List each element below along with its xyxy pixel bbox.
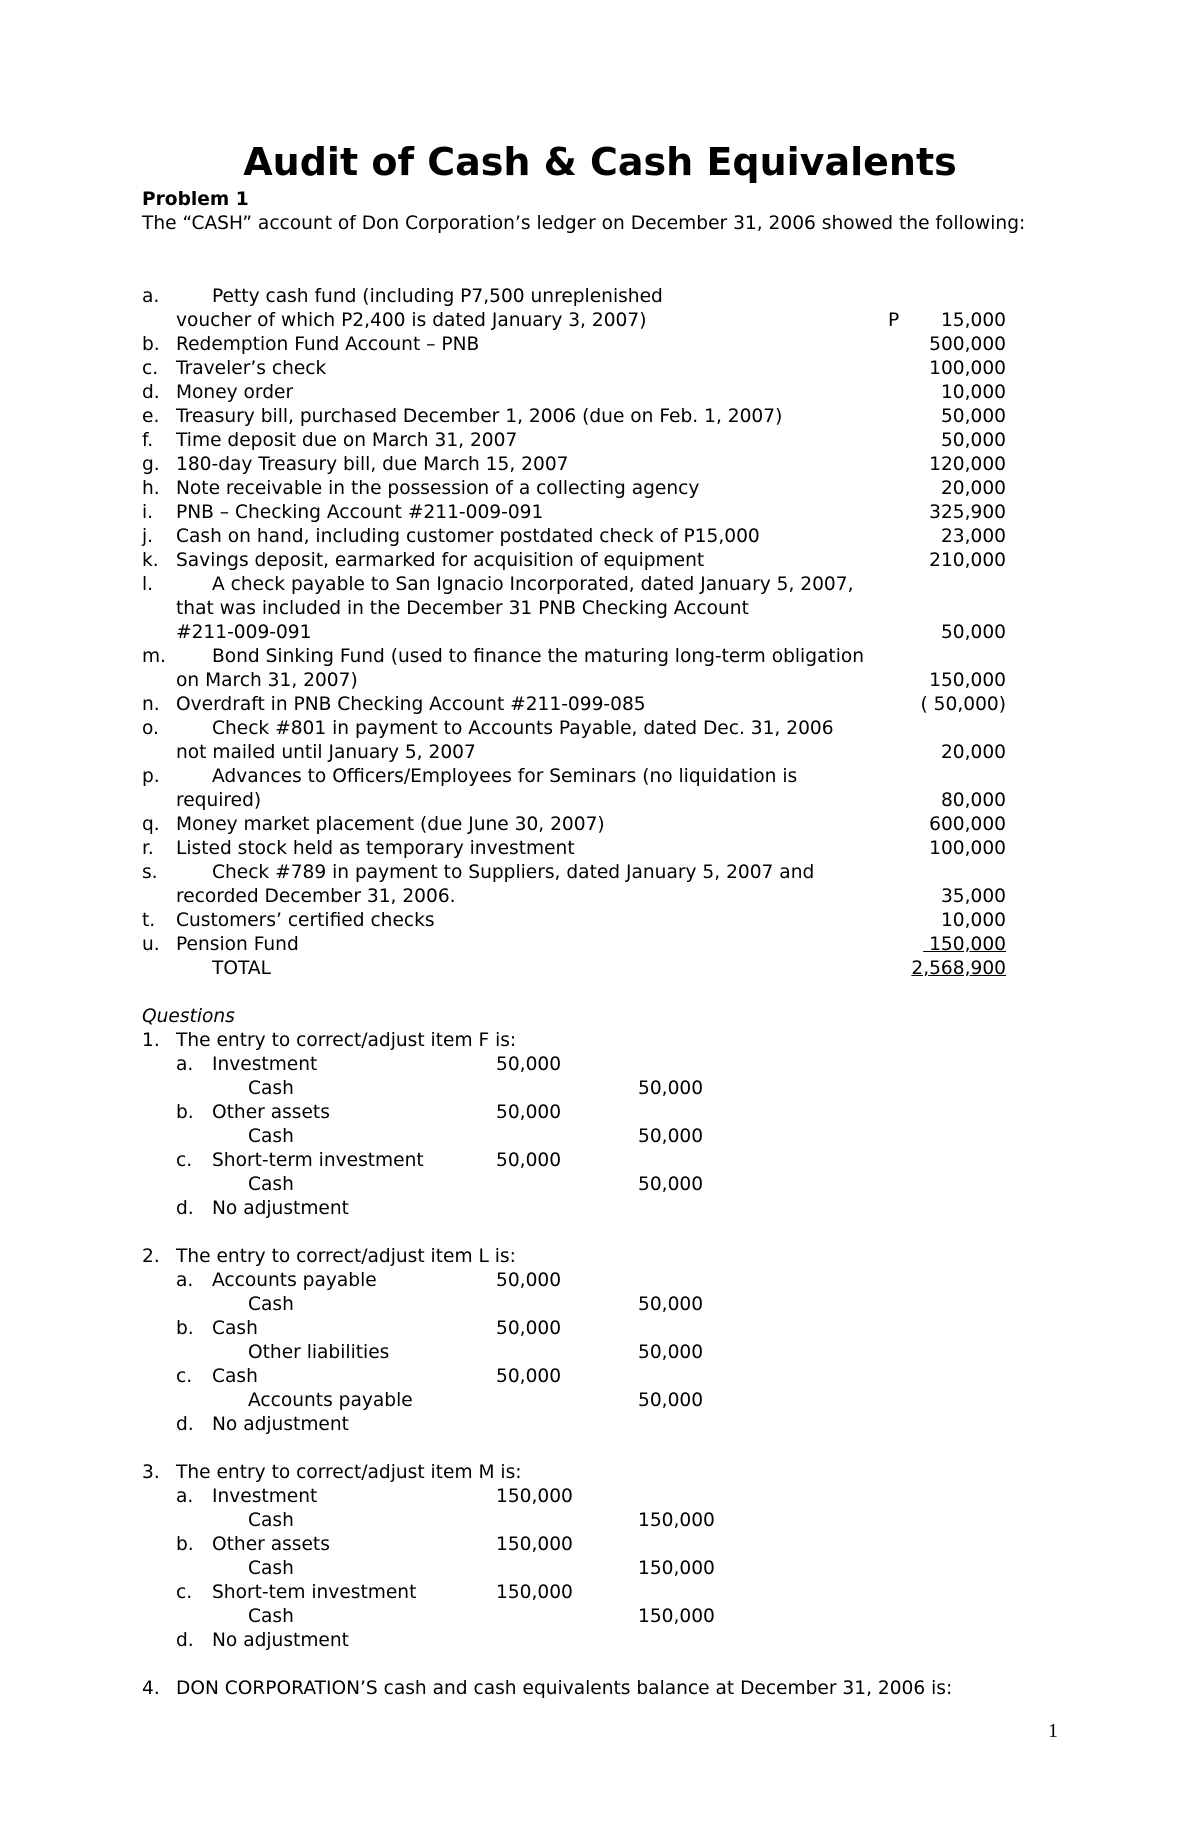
choice-credit-account: Cash: [248, 1294, 294, 1315]
item-description: Advances to Officers/Employees for Seminars (no liquidation is: [212, 766, 798, 787]
item-amount: 50,000: [940, 622, 1006, 643]
item-description: Savings deposit, earmarked for acquisition of equipment: [176, 550, 705, 571]
item-description: 180-day Treasury bill, due March 15, 2007: [176, 454, 569, 475]
item-description: Overdraft in PNB Checking Account #211-099-085: [176, 694, 646, 715]
item-letter: n.: [142, 694, 160, 715]
item-description: Traveler’s check: [176, 358, 327, 379]
item-letter: b.: [142, 334, 160, 355]
item-description: Note receivable in the possession of a collecting agency: [176, 478, 700, 499]
choice-letter: b.: [176, 1318, 194, 1339]
choice-debit-account: Investment: [212, 1054, 318, 1075]
item-amount: 100,000: [929, 358, 1006, 379]
item-amount: 10,000: [940, 910, 1006, 931]
item-letter: c.: [142, 358, 159, 379]
item-letter: e.: [142, 406, 160, 427]
item-description: Money market placement (due June 30, 2007): [176, 814, 605, 835]
choice-debit-account: Cash: [212, 1366, 258, 1387]
choice-credit-amount: 50,000: [638, 1294, 704, 1315]
item-description: Listed stock held as temporary investment: [176, 838, 575, 859]
item-amount: 20,000: [940, 742, 1006, 763]
choice-credit-amount: 50,000: [638, 1390, 704, 1411]
item-amount: 120,000: [929, 454, 1006, 475]
item-letter: g.: [142, 454, 160, 475]
item-amount: 20,000: [940, 478, 1006, 499]
item-letter: a.: [142, 286, 160, 307]
question-number: 2.: [142, 1246, 160, 1267]
item-amount: 50,000: [940, 406, 1006, 427]
item-description: Check #789 in payment to Suppliers, dated January 5, 2007 and: [212, 862, 815, 883]
item-amount: 325,900: [929, 502, 1006, 523]
item-description: not mailed until January 5, 2007: [176, 742, 476, 763]
choice-credit-account: Cash: [248, 1126, 294, 1147]
item-description: Customers’ certified checks: [176, 910, 435, 931]
choice-debit-account: Short-term investment: [212, 1150, 424, 1171]
item-letter: r.: [142, 838, 154, 859]
choice-debit-account: Accounts payable: [212, 1270, 377, 1291]
question-text: The entry to correct/adjust item F is:: [176, 1030, 517, 1051]
choice-debit-amount: 50,000: [496, 1054, 562, 1075]
question-text: DON CORPORATION’S cash and cash equivalents balance at December 31, 2006 is:: [176, 1678, 953, 1699]
choice-credit-amount: 50,000: [638, 1078, 704, 1099]
choice-debit-account: Other assets: [212, 1534, 330, 1555]
item-description: that was included in the December 31 PNB Checking Account: [176, 598, 749, 619]
item-description: Bond Sinking Fund (used to finance the maturing long-term obligation: [212, 646, 865, 667]
item-amount: 600,000: [929, 814, 1006, 835]
item-description: required): [176, 790, 262, 811]
item-description: recorded December 31, 2006.: [176, 886, 456, 907]
item-letter: h.: [142, 478, 160, 499]
choice-debit-account: Short-tem investment: [212, 1582, 417, 1603]
item-letter: k.: [142, 550, 159, 571]
question-text: The entry to correct/adjust item L is:: [176, 1246, 516, 1267]
choice-debit-amount: 150,000: [496, 1534, 573, 1555]
choice-letter: d.: [176, 1630, 194, 1651]
item-letter: s.: [142, 862, 158, 883]
choice-letter: a.: [176, 1054, 194, 1075]
item-amount: 80,000: [940, 790, 1006, 811]
choice-debit-amount: 150,000: [496, 1486, 573, 1507]
choice-debit-account: No adjustment: [212, 1414, 349, 1435]
item-letter: f.: [142, 430, 154, 451]
choice-debit-amount: 50,000: [496, 1318, 562, 1339]
item-amount: 35,000: [940, 886, 1006, 907]
item-amount: 15,000: [940, 310, 1006, 331]
item-amount: 23,000: [940, 526, 1006, 547]
item-letter: u.: [142, 934, 160, 955]
problem-heading: Problem 1: [142, 189, 249, 210]
choice-debit-amount: 50,000: [496, 1150, 562, 1171]
item-amount: 10,000: [940, 382, 1006, 403]
choice-letter: b.: [176, 1102, 194, 1123]
item-letter: t.: [142, 910, 156, 931]
page-number: 1: [1048, 1720, 1058, 1742]
choice-debit-account: No adjustment: [212, 1630, 349, 1651]
choice-letter: a.: [176, 1270, 194, 1291]
choice-debit-account: Investment: [212, 1486, 318, 1507]
item-amount: 500,000: [929, 334, 1006, 355]
item-letter: q.: [142, 814, 160, 835]
choice-letter: d.: [176, 1198, 194, 1219]
question-number: 4.: [142, 1678, 160, 1699]
choice-letter: b.: [176, 1534, 194, 1555]
choice-credit-account: Cash: [248, 1078, 294, 1099]
item-amount: 50,000: [940, 430, 1006, 451]
choice-debit-account: Cash: [212, 1318, 258, 1339]
item-amount: 100,000: [929, 838, 1006, 859]
item-description: Treasury bill, purchased December 1, 2006 (due on Feb. 1, 2007): [176, 406, 783, 427]
item-letter: d.: [142, 382, 160, 403]
choice-credit-account: Cash: [248, 1558, 294, 1579]
choice-debit-amount: 150,000: [496, 1582, 573, 1603]
choice-debit-amount: 50,000: [496, 1366, 562, 1387]
item-letter: p.: [142, 766, 160, 787]
item-description: Check #801 in payment to Accounts Payable, dated Dec. 31, 2006: [212, 718, 834, 739]
item-amount: 150,000: [929, 670, 1006, 691]
item-letter: l.: [142, 574, 154, 595]
item-description: Redemption Fund Account – PNB: [176, 334, 480, 355]
item-description: Petty cash fund (including P7,500 unreplenished: [212, 286, 663, 307]
question-text: The entry to correct/adjust item M is:: [176, 1462, 522, 1483]
item-description: voucher of which P2,400 is dated January 3, 2007): [176, 310, 647, 331]
item-description: A check payable to San Ignacio Incorporated, dated January 5, 2007,: [212, 574, 854, 595]
choice-credit-amount: 50,000: [638, 1342, 704, 1363]
item-letter: m.: [142, 646, 167, 667]
choice-debit-account: No adjustment: [212, 1198, 349, 1219]
choice-letter: c.: [176, 1150, 193, 1171]
item-description: Money order: [176, 382, 294, 403]
item-amount: ( 50,000): [920, 694, 1006, 715]
item-description: Cash on hand, including customer postdated check of P15,000: [176, 526, 760, 547]
choice-credit-account: Cash: [248, 1510, 294, 1531]
item-description: Time deposit due on March 31, 2007: [176, 430, 518, 451]
item-letter: o.: [142, 718, 159, 739]
choice-credit-amount: 150,000: [638, 1606, 715, 1627]
currency-symbol: P: [888, 310, 900, 331]
item-description: on March 31, 2007): [176, 670, 358, 691]
choice-letter: a.: [176, 1486, 194, 1507]
choice-credit-account: Cash: [248, 1606, 294, 1627]
item-letter: j.: [142, 526, 154, 547]
question-number: 3.: [142, 1462, 160, 1483]
choice-credit-account: Other liabilities: [248, 1342, 390, 1363]
choice-debit-amount: 50,000: [496, 1102, 562, 1123]
question-number: 1.: [142, 1030, 160, 1051]
choice-credit-amount: 50,000: [638, 1174, 704, 1195]
item-letter: i.: [142, 502, 154, 523]
intro-paragraph: The “CASH” account of Don Corporation’s ledger on December 31, 2006 showed the following:: [142, 213, 1026, 234]
choice-credit-account: Cash: [248, 1174, 294, 1195]
choice-credit-amount: 50,000: [638, 1126, 704, 1147]
page-title: Audit of Cash & Cash Equivalents: [243, 140, 957, 184]
choice-credit-account: Accounts payable: [248, 1390, 413, 1411]
item-amount: 150,000: [923, 934, 1006, 955]
choice-letter: c.: [176, 1582, 193, 1603]
item-description: PNB – Checking Account #211-009-091: [176, 502, 544, 523]
choice-debit-amount: 50,000: [496, 1270, 562, 1291]
choice-debit-account: Other assets: [212, 1102, 330, 1123]
item-amount: 210,000: [929, 550, 1006, 571]
item-description: #211-009-091: [176, 622, 312, 643]
item-description: Pension Fund: [176, 934, 299, 955]
questions-heading: Questions: [142, 1006, 235, 1027]
total-label: TOTAL: [212, 958, 271, 979]
total-amount: 2,568,900: [911, 958, 1006, 979]
choice-letter: c.: [176, 1366, 193, 1387]
choice-credit-amount: 150,000: [638, 1558, 715, 1579]
choice-letter: d.: [176, 1414, 194, 1435]
choice-credit-amount: 150,000: [638, 1510, 715, 1531]
